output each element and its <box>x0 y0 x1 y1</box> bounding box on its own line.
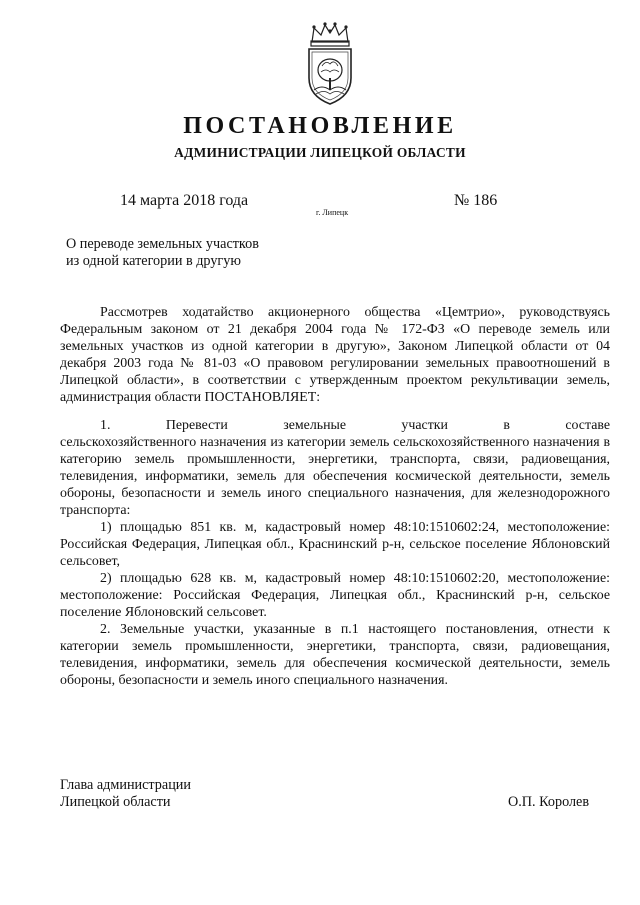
paragraph-2: 2. Земельные участки, указанные в п.1 настоящего постановления, отнести к категории земель промышленности, энергетики, транспорта, связи, радиовещания, телевидения, информатики, земель для обеспечения космической деятельности, земель обороны, безопасности и земель иного специального назначения. <box>60 622 610 688</box>
coat-of-arms-icon <box>300 20 360 106</box>
document-subject <box>66 236 259 270</box>
signatory-position-line: Глава администрации <box>60 777 191 793</box>
document-title: ПОСТАНОВЛЕНИЕ <box>183 113 457 139</box>
paragraph-1: сельскохозяйственного назначения из категории земель сельскохозяйственного назначения в категорию земель промышленности, энергетики, транспорта, связи, радиовещания, телевидения, информатики, земель для обеспечения космической деятельности, земель обороны, безопасности и земель иного специального назначения, для железнодорожного транспорта: <box>60 435 610 518</box>
preamble-paragraph: Рассмотрев ходатайство акционерного общества «Цемтрио», руководствуясь Федеральным законом от 21 декабря 2004 года № 172-ФЗ «О переводе земель или земельных участков из одной категории в другую», Законом Липецкой области от 04 декабря 2003 года № 81-03 «О правовом регулировании земельных правоотношений в Липецкой области», в соответствии с утвержденным проектом рекультивации земель, администрация области ПОСТАНОВЛЯЕТ: <box>60 305 610 405</box>
paragraph-1-first-line: 1. Перевести земельные участки в составе <box>100 418 610 433</box>
subject-line: О переводе земельных участков <box>66 236 259 252</box>
document-city: г. Липецк <box>316 208 349 217</box>
list-item-2: 2) площадью 628 кв. м, кадастровый номер 48:10:1510602:20, местоположение: местоположение: Российская Федерация, Липецкая обл., Краснинский р-н, сельское поселение Яблоновский сельсовет. <box>60 571 610 620</box>
signatory-position <box>60 777 191 811</box>
signatory-position-line: Липецкой области <box>60 794 171 810</box>
document-number: № 186 <box>454 192 498 209</box>
list-item-1: 1) площадью 851 кв. м, кадастровый номер 48:10:1510602:24, местоположение: Российская Федерация, Липецкая обл., Краснинский р-н, сельское поселение Яблоновский сельсовет, <box>60 520 610 569</box>
document-body <box>60 304 610 689</box>
subject-line: из одной категории в другую <box>66 253 241 269</box>
issuing-authority: АДМИНИСТРАЦИИ ЛИПЕЦКОЙ ОБЛАСТИ <box>174 145 466 160</box>
document-date: 14 марта 2018 года <box>120 192 249 209</box>
signatory-name: О.П. Королев <box>508 794 590 810</box>
